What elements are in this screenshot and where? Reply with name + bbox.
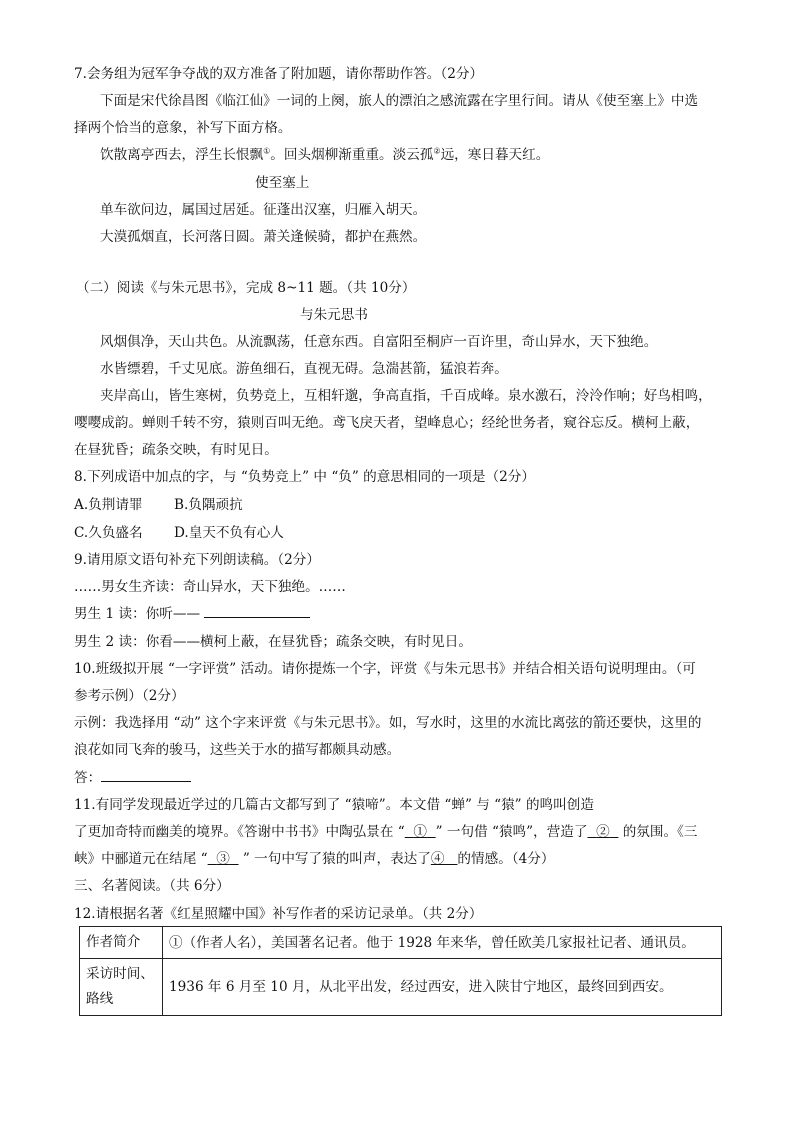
q12-title: 12.请根据名著《红星照耀中国》补写作者的采访记录单。（共 2分） (74, 906, 483, 922)
row-value-route: 1936 年 6 月至 10 月，从北平出发，经过西安，进入陕甘宁地区，最终回到西安。 (163, 959, 722, 1016)
q7-poem-title: 使至塞上 (255, 175, 310, 191)
row-header-route-line2: 路线 (86, 991, 114, 1007)
q7-poem-pre: 饮散离亭西去，浮生长恨飘 (100, 147, 264, 163)
q11-line3 (74, 847, 554, 867)
blank-1[interactable] (405, 824, 436, 840)
q10-title-line1: 10.班级拟开展 “一字评赏” 活动。请你提炼一个字，评赏《与朱元思书》并结合相关语句说明理由。（可 (74, 661, 696, 677)
q10-example-line1: 示例：我选择用 “动” 这个字来评赏《与朱元思书》。如，写水时，这里的水流比离弦的箭还要快，这里的 (74, 715, 702, 731)
text-paragraph2: 水皆缥碧，千丈见底。游鱼细石，直视无碍。急湍甚箭，猛浪若奔。 (100, 361, 508, 377)
answer-blank[interactable] (101, 767, 191, 782)
text-title: 与朱元思书 (300, 307, 368, 323)
q10-answer-line (74, 766, 191, 786)
q11-line3-c: 的情感。（4分） (457, 851, 555, 867)
row-value-author: ①（作者人名），美国著名记者。他于 1928 年来华，曾任欧美几家报社记者、通讯员。 (163, 927, 722, 959)
blank-3[interactable] (208, 851, 239, 867)
q7-intro-line1: 下面是宋代徐昌图《临江仙》一词的上阕，旅人的漂泊之感流露在字里行间。请从《使至塞上》中选 (100, 93, 699, 109)
q9-line2 (74, 602, 310, 622)
q10-example-line2: 浪花如同飞奔的骏马，这些关于水的描写都颇具动感。 (74, 742, 401, 758)
answer-blank[interactable] (204, 603, 310, 618)
section2-header: （二）阅读《与朱元思书》，完成 8~11 题。（共 10分） (76, 280, 416, 296)
q11-line3-b: ” 一句中写了猿的叫声，表达了 (242, 851, 431, 867)
q11-line1: 11.有同学发现最近学过的几篇古文都写到了 “猿啼”。本文借 “蝉” 与 “猿” 的鸣叫创造 (74, 797, 594, 813)
row-header-route (80, 959, 163, 1016)
section3-header: 三、名著阅读。（共 6分） (74, 878, 230, 894)
table-row (80, 959, 722, 1016)
q7-poem-mid: 。回头烟柳渐重重。淡云孤 (270, 147, 434, 163)
q11-line2-c: 的氛围。《三 (622, 824, 698, 840)
q11-line3-a: 峡》中郦道元在结尾 “ (74, 851, 208, 867)
q8-option-b: B.负隅顽抗 (174, 497, 243, 513)
q8-title: 8.下列成语中加点的字，与 “负势竞上” 中 “负” 的意思相同的一项是（2分） (74, 469, 535, 485)
table-row (80, 927, 722, 959)
blank-4[interactable] (431, 851, 458, 867)
blank-4-marker: ④ (430, 851, 445, 867)
q9-line2-text: 男生 1 读：你听—— (74, 606, 201, 622)
q9-title: 9.请用原文语句补充下列朗读稿。（2分） (74, 552, 320, 568)
q9-line1: ……男女生齐读：奇山异水，天下独绝。…… (74, 579, 346, 595)
q10-title-line2: 参考示例）（2分） (74, 688, 185, 704)
interview-record-table (79, 926, 722, 1016)
q8-option-a: A.负荆请罪 (74, 497, 143, 513)
q8-option-d: D.皇天不负有心人 (174, 525, 284, 541)
q11-line2-a: 了更加奇特而幽美的境界。《答谢中书书》中陶弘景在 “ (74, 824, 405, 840)
q7-title: 7.会务组为冠军争夺战的双方准备了附加题，请你帮助作答。（2分） (74, 66, 484, 82)
text-paragraph3-line3: 在昼犹昏；疏条交映，有时见日。 (74, 442, 278, 458)
row-header-route-line1: 采访时间、 (86, 966, 154, 982)
q7-poem-line (100, 143, 549, 163)
blank-2-marker: ② (596, 824, 610, 840)
blank-2[interactable] (587, 824, 618, 840)
q11-line2 (74, 820, 697, 840)
q7-poem-line2: 大漠孤烟直，长河落日圆。萧关逢候骑，都护在燕然。 (100, 229, 427, 245)
note-marker-2: ② (433, 146, 441, 156)
blank-1-marker: ① (413, 824, 427, 840)
text-paragraph3-line1: 夹岸高山，皆生寒树，负势竞上，互相轩邈，争高直指，千百成峰。泉水激石，泠泠作响；好鸟相鸣， (100, 388, 712, 404)
q10-answer-label: 答： (74, 770, 102, 786)
q7-intro-line2: 择两个恰当的意象，补写下面方格。 (74, 120, 292, 136)
blank-3-marker: ③ (216, 851, 230, 867)
q7-poem-line1: 单车欲问边，属国过居延。征蓬出汉塞，归雁入胡天。 (100, 202, 427, 218)
note-marker-1: ① (263, 146, 271, 156)
q7-poem-post: 远，寒日暮天红。 (440, 147, 550, 163)
row-header-author: 作者简介 (80, 927, 163, 959)
q8-option-c: C.久负盛名 (74, 525, 143, 541)
text-paragraph3-line2: 嘤嘤成韵。蝉则千转不穷，猿则百叫无绝。鸢飞戾天者，望峰息心；经纶世务者，窥谷忘反。横柯上蔽， (74, 415, 700, 431)
q9-line3: 男生 2 读：你看——横柯上蔽，在昼犹昏；疏条交映，有时见日。 (74, 634, 472, 650)
text-paragraph1: 风烟俱净，天山共色。从流飘荡，任意东西。自富阳至桐庐一百许里，奇山异水，天下独绝。 (100, 334, 658, 350)
q11-line2-b: ” 一句借 “猿鸣”，营造了 (435, 824, 588, 840)
